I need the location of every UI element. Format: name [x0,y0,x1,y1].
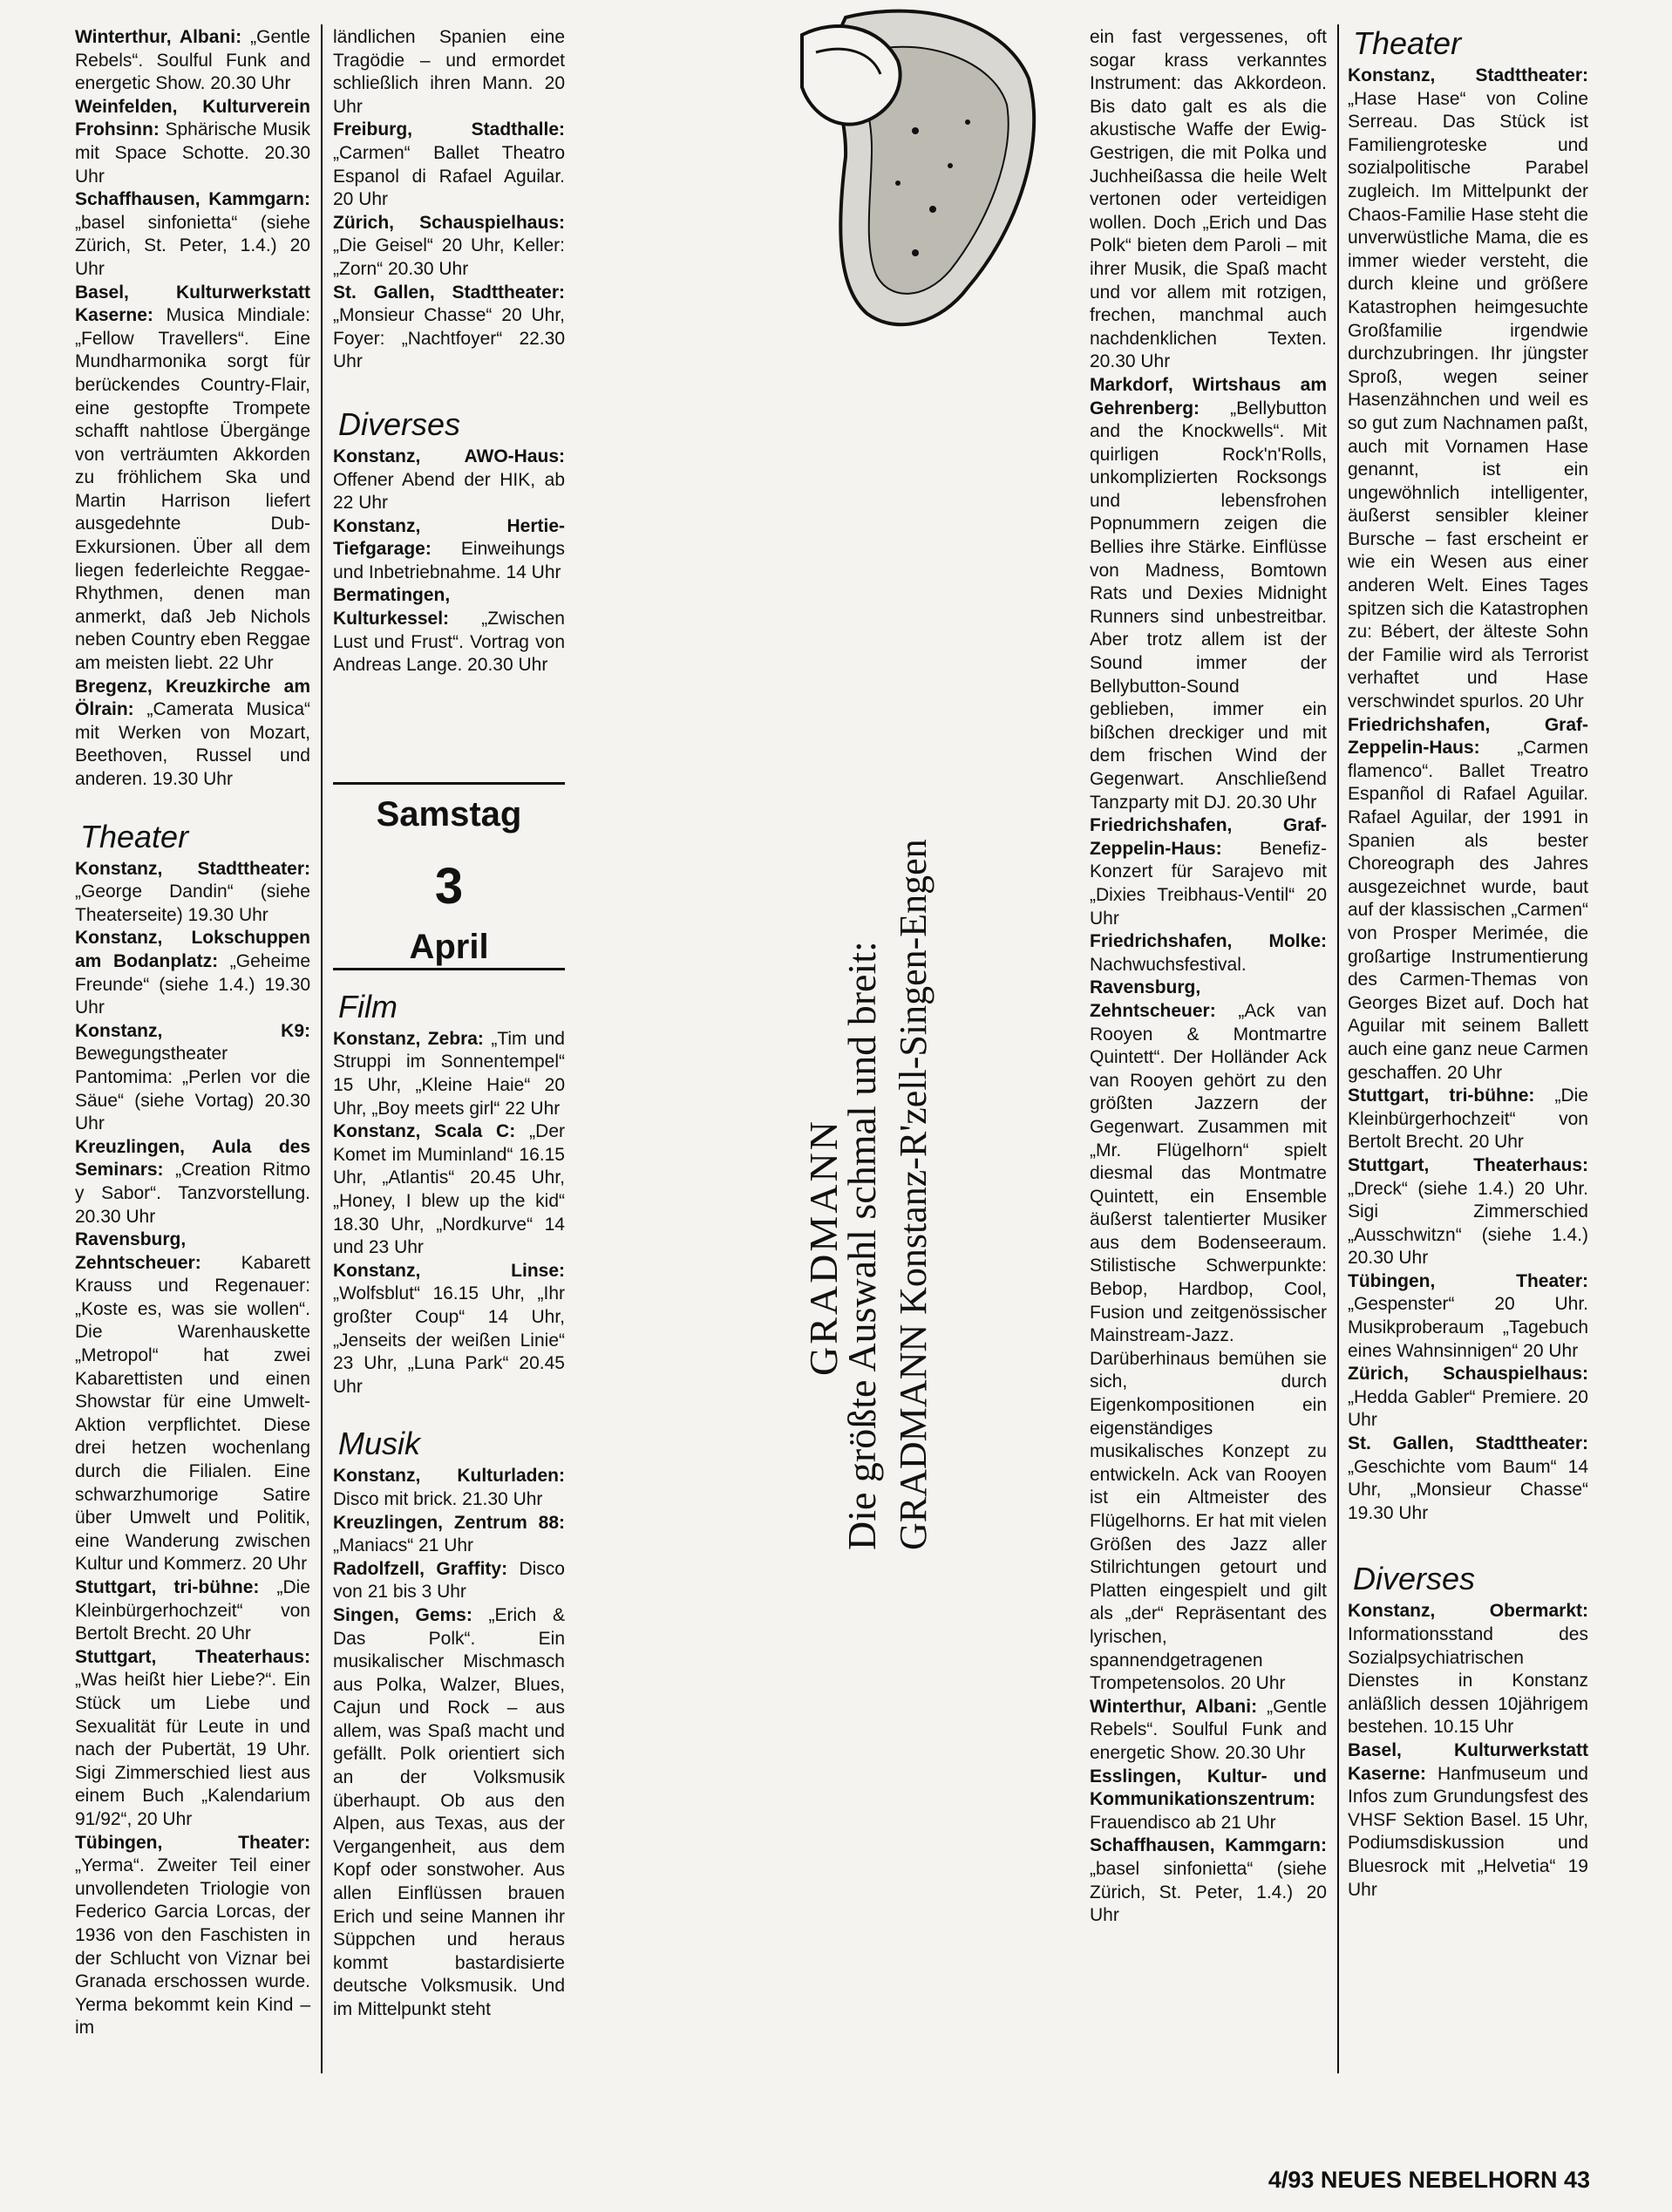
section-heading-diverses: Diverses [338,405,461,442]
listing-entry [75,1832,310,2040]
listing-entry [75,1646,310,1832]
listing-details: Benefiz-Konzert für Sarajevo mit „Dixies Treibhaus-Ventil“ 20 Uhr [1090,838,1327,929]
listing-venue: Konstanz, K9: [75,1020,310,1041]
listing-venue: Ravensburg, Zehntscheuer: [1090,977,1216,1021]
listing-entry [75,188,310,281]
date-number: 3 [434,857,464,915]
listing-venue: Konstanz, Lokschuppen am Bodanplatz: [75,928,310,971]
listing-entry [333,1512,565,1558]
listing-details: „Die Kleinbürgerhochzeit“ von Bertolt Brecht. 20 Uhr [75,1577,310,1644]
listing-details: „Erich & Das Polk“. Ein musikalischer Mischmasch aus Polka, Walzer, Blues, Cajun und Rock – aus allem, was Spaß macht und gefällt. Polk orientiert sich an der Volksmusik überhaupt. Ob aus den Alpen, aus Texas, aus der Vergangenheit, aus dem Kopf oder sonstwoher. Aus allen Einflüssen brauen Erich und seine Mannen ihr Süppchen und heraus kommt bastardisierte deutsche Volksmusik. Und im Mittelpunkt steht [333,1604,565,2019]
listing-entry [75,858,310,928]
listing-venue: Kreuzlingen, Zentrum 88: [333,1512,565,1533]
ad-locations: GRADMANN Konstanz-R'zell-Singen-Engen [892,839,935,1550]
listing-details: Bewegungstheater Pantomima: „Perlen vor die Säue“ (siehe Vortag) 20.30 Uhr [75,1044,310,1134]
listing-entry [1348,1154,1588,1270]
listing-venue: Schaffhausen, Kammgarn: [75,189,310,210]
listing-details: Offener Abend der HIK, ab 22 Uhr [333,469,565,514]
section-heading-musik: Musik [338,1426,421,1462]
listing-venue: Konstanz, Scala C: [333,1121,516,1142]
listing-details: „Ack van Rooyen & Montmartre Quintett“. Der Holländer Ack van Rooyen gehört zu den größten Jazzern der Gegenwart. Zusammen mit „Mr. Flügelhorn“ spielt diesmal das Montmatre Quintett, ein Ensemble äußerst talentierter Musiker aus dem Bodenseeraum. Stilistische Schwerpunkte: Bebop, Hardbop, Cool, Fusion und zeitgenössischer Mainstream-Jazz. Darüberhinaus bemühen sie sich, durch Eigenkompositionen ein eigenständiges musikalisches Konzept zu entwickeln. Ack van Rooyen ist ein Altmeister des Flügelhorns. Er hat mit vielen Größen des Jazz aller Stilrichtungen getourt und Platten eingespielt und gilt als „der“ Repräsentant des lyrischen, spannendgetragenen Trompetensolos. 20 Uhr [1090,1000,1327,1694]
listing-entry [75,676,310,792]
listing-details: „Creation Ritmo y Sabor“. Tanzvorstellung. 20.30 Uhr [75,1160,310,1227]
listing-entry [333,1028,565,1120]
listing-venue: Konstanz, Kulturladen: [333,1466,565,1487]
listing-venue: Tübingen, Theater: [1348,1270,1588,1291]
listing-entry [333,446,565,515]
listing-details: „Hase Hase“ von Coline Serreau. Das Stück ist Familiengroteske und sozialpolitische Parabel zugleich. Im Mittelpunkt der Chaos-Familie Hase steht die unverwüstliche Mama, die es immer wieder versteht, die durch kleine und größere Katastrophen heimgesuchte Großfamilie irgendwie durchzubringen. Ihr jüngster Sproß, wegen seiner Hasenzähnchen und weil es so gut zum Nachnamen paßt, auch mit Vornamen Hase genannt, ist ein ungewöhnlich intelligenter, äußerst sensibler kleiner Bursche – fast erscheint er wie ein Wesen aus einer anderen Welt. Eines Tages spitzen sich die Katastrophen zu: Bébert, der älteste Sohn der Familie wird als Terrorist verhaftet und Hase verschwindet spurlos. 20 Uhr [1348,88,1588,712]
listing-details: „Maniacs“ 21 Uhr [333,1535,474,1556]
listing-details: Einweihungs und Inbetriebnahme. 14 Uhr [333,539,565,582]
section-heading-diverses: Diverses [1353,1561,1476,1597]
listing-entry [1090,977,1327,1695]
listing-entry [75,1020,310,1136]
listing-venue: Kreuzlingen, Aula des Seminars: [75,1136,310,1181]
listing-venue: St. Gallen, Stadttheater: [1348,1433,1588,1454]
listing-entry [1348,1085,1588,1154]
listing-venue: Schaffhausen, Kammgarn: [1090,1835,1327,1856]
listing-venue: Stuttgart, Theaterhaus: [1348,1154,1588,1175]
listing-venue: Konstanz, Stadttheater: [1348,65,1588,85]
listing-column-1 [75,26,310,2040]
listing-details: „Geschichte vom Baum“ 14 Uhr, „Monsieur Chasse“ 19.30 Uhr [1348,1456,1588,1523]
section-heading-theater: Theater [1353,25,1462,61]
listing-venue: Friedrichshafen, Molke: [1090,931,1327,952]
listing-venue: Esslingen, Kultur- und Kommunikationszentrum: [1090,1766,1327,1810]
listing-details: „Was heißt hier Liebe?“. Ein Stück um Liebe und Sexualität für Leute in und nach der Pubertät, 19 Uhr. Sigi Zimmerschied liest aus einem Buch „Kalendarium 91/92“, 20 Uhr [75,1670,310,1829]
listing-venue: Konstanz, Zebra: [333,1028,484,1049]
listing-venue: Stuttgart, Theaterhaus: [75,1646,310,1667]
listing-details: „Dreck“ (siehe 1.4.) 20 Uhr. Sigi Zimmerschied „Ausschwitzn“ (siehe 1.4.) 20.30 Uhr [1348,1178,1588,1269]
page-footer: 4/93 NEUES NEBELHORN 43 [1268,2167,1590,2193]
listing-venue: Winterthur, Albani: [75,27,242,47]
music-listings [1090,374,1327,1928]
theater-listings [75,858,310,2040]
listing-venue: St. Gallen, Stadttheater: [333,282,565,303]
listing-column-4 [1090,26,1327,1928]
listing-entry [1090,930,1327,977]
listing-entry [1348,714,1588,1086]
listing-details: „Die Geisel“ 20 Uhr, Keller: „Zorn“ 20.30 Uhr [333,235,565,279]
listing-entry [333,1604,565,2022]
listing-venue: Freiburg, Stadthalle: [333,119,565,140]
date-weekday: Samstag [376,794,522,834]
continued-text: ländlichen Spanien eine Tragödie – und ermordet schließlich ihren Mann. 20 Uhr [333,27,565,117]
listing-details: Sphärische Musik mit Space Schotte. 20.30 Uhr [75,119,310,187]
listing-venue: Basel, Kulturwerkstatt Kaserne: [75,282,310,326]
ad-retailer-name: GRADMANN [801,1119,846,1376]
column-rule [321,24,323,2073]
column-rule [1337,24,1339,2073]
listing-details: „Gentle Rebels“. Soulful Funk and energetic Show. 20.30 Uhr [75,27,310,94]
listing-entry [1090,374,1327,814]
listing-entry [1090,1766,1327,1835]
listing-details: Hanfmuseum und Infos zum Grundungsfest des VHSF Sektion Basel. 15 Uhr, Podiumsdiskussion und Bluesrock mit „Helvetia“ 19 Uhr [1348,1763,1588,1900]
listing-entry [75,282,310,676]
diverses-listings [1348,1600,1588,1902]
listing-entry [75,1229,310,1576]
listing-venue: Weinfelden, Kulturverein Frohsinn: [75,96,310,140]
listing-column-2 [333,26,565,2022]
listing-venue: Winterthur, Albani: [1090,1696,1258,1717]
listing-details: Disco mit brick. 21.30 Uhr [333,1488,543,1509]
listing-details: Disco von 21 bis 3 Uhr [333,1558,565,1603]
listing-details: „Der Komet im Muminland“ 16.15 Uhr, „Atlantis“ 20.45 Uhr, „Honey, I blew up the kid“ 18.30 Uhr, „Nordkurve“ 14 und 23 Uhr [333,1121,565,1258]
listing-details: „Geheime Freunde“ (siehe 1.4.) 19.30 Uhr [75,950,310,1018]
listing-details: „basel sinfonietta“ (siehe Zürich, St. Peter, 1.4.) 20 Uhr [1090,1858,1327,1926]
listing-details: „Yerma“. Zweiter Teil einer unvollendeten Triologie von Federico Garcia Lorcas, der 1936 von den Faschisten in der Schlucht von Viznar bei Granada erschossen wurde. Yerma bekommt kein Kind – im [75,1855,310,2038]
listing-entry [1348,1433,1588,1525]
listing-entry [1090,814,1327,930]
listing-details: Nachwuchsfestival. [1090,954,1247,975]
listing-details: Musica Mindiale: „Fellow Travellers“. Eine Mundharmonika sorgt für berückendes Country-Flair, eine gestopfte Trompete schafft nahtlose Übergänge von verträumten Akkorden zu fröhlichem Ska und Martin Harrison liefert ausgedehnte Dub-Exkursionen. Über all dem liegen federleichte Reggae-Rhythmen, denen man anmerkt, daß Jeb Nichols neben Country eben Reggae am meisten liebt. 22 Uhr [75,305,310,674]
listing-entry [333,212,565,282]
continued-text: ein fast vergessenes, oft sogar krass verkanntes Instrument: das Akkordeon. Bis dato galt es als die akustische Waffe der Ewig-Gestrigen, die mit Polka und Juchheißassa die heile Welt vertonen oder verteidigen wollen. Doch „Erich und Das Polk“ bieten dem Paroli – mit ihrer Musik, die Spaß macht und vor allem mit rotzigen, frechen, manchmal auch nachdenklichen Texten. 20.30 Uhr [1090,27,1327,372]
listing-details: „basel sinfonietta“ (siehe Zürich, St. Peter, 1.4.) 20 Uhr [75,212,310,279]
listing-venue: Friedrichshafen, Graf-Zeppelin-Haus: [1348,714,1588,759]
listing-entry [1348,1270,1588,1363]
listing-venue: Zürich, Schauspielhaus: [333,212,565,233]
listing-entry [333,282,565,374]
listing-entry [75,96,310,188]
listing-entry [1090,1696,1327,1766]
listing-venue: Konstanz, Linse: [333,1260,565,1281]
listing-details: „Bellybutton and the Knockwells“. Mit quirligen Rock'n'Rolls, unkomplizierten Rocksongs und lebensfrohen Popnummern zeigen die Bellies ihre Stärke. Einflüsse von Madness, Bomtown Rats und Dexies Midnight Runners sind unbestreitbar. Aber trotz allem ist der Sound immer der Bellybutton-Sound geblieben, immer ein bißchen dreckiger und mit dem frischen Wind der Gegenwart. Anschließend Tanzparty mit DJ. 20.30 Uhr [1090,398,1327,813]
listing-venue: Zürich, Schauspielhaus: [1348,1364,1588,1385]
listing-venue: Friedrichshafen, Graf-Zeppelin-Haus: [1090,815,1327,859]
listing-venue: Singen, Gems: [333,1604,472,1625]
listing-details: Kabarett Krauss und Regenauer: „Koste es, was sie wollen“. Die Warenhauskette „Metropol“ hat zwei Kabarettisten und einen Showstar für eine Umwelt-Aktion verpflichtet. Diese drei hetzen wochenlang durch die Filialen. Eine schwarzhumorige Satire über Umwelt und Politik, eine Wanderung zwischen Kultur und Kommerz. 20 Uhr [75,1252,310,1575]
listing-venue: Stuttgart, tri-bühne: [1348,1086,1535,1106]
listing-venue: Bermatingen, Kulturkessel: [333,585,451,630]
listing-entry [1348,1739,1588,1902]
listing-details: „Gespenster“ 20 Uhr. Musikproberaum „Tagebuch eines Wahnsinnigen“ 20 Uhr [1348,1294,1588,1361]
date-rule [333,782,565,785]
date-header [333,782,565,970]
section-heading-film: Film [338,988,398,1024]
listing-entry [333,1465,565,1511]
theater-listings [333,119,565,374]
music-listings [75,26,310,792]
listing-entry [75,1136,310,1229]
music-listings [333,1465,565,2021]
listing-venue: Stuttgart, tri-bühne: [75,1577,260,1597]
listing-details: „Carmen flamenco“. Ballet Treatro Espanñol di Rafael Aguilar. Rafael Aguilar, der 1991 in Spanien als bester Choreograph des Jahres ausgezeichnet wurde, baut auf der klassischen „Carmen“ von Prosper Merimée, die großartige Instrumentierung des Carmen-Themas von Georges Bizet auf. Doch hat Aguilar mit seinem Ballett auch eine ganz neue Carmen geschaffen. 20 Uhr [1348,738,1588,1083]
listing-details: „Gentle Rebels“. Soulful Funk and energetic Show. 20.30 Uhr [1090,1696,1327,1763]
listing-details: „Zwischen Lust und Frust“. Vortrag von Andreas Lange. 20.30 Uhr [333,609,565,676]
diverses-listings [333,446,565,677]
listing-details: Informationsstand des Sozialpsychiatrischen Dienstes in Konstanz anläßlich dessen 10jährigem bestehen. 10.15 Uhr [1348,1624,1588,1738]
listing-entry [333,1558,565,1604]
listing-entry [1348,1600,1588,1739]
listing-entry [75,26,310,96]
listing-entry [75,927,310,1019]
listing-venue: Tübingen, Theater: [75,1832,310,1853]
listing-venue: Konstanz, Obermarkt: [1348,1601,1588,1622]
listing-entry [1348,65,1588,714]
listing-venue: Basel, Kulturwerkstatt Kaserne: [1348,1739,1588,1784]
listing-details: „Die Kleinbürgerhochzeit“ von Bertolt Brecht. 20 Uhr [1348,1086,1588,1153]
ad-slogan: Die größte Auswahl schmal und breit: [839,941,884,1550]
listing-entry [333,119,565,211]
listing-entry [333,584,565,677]
theater-listings [1348,65,1588,1525]
listing-details: „Hedda Gabler“ Premiere. 20 Uhr [1348,1386,1588,1431]
listing-venue: Konstanz, AWO-Haus: [333,446,565,466]
date-rule [333,968,565,970]
film-listings [333,1028,565,1399]
listing-entry [333,515,565,585]
listing-entry [1348,1363,1588,1433]
listing-details: „Tim und Struppi im Sonnentempel“ 15 Uhr, „Kleine Haie“ 20 Uhr, „Boy meets girl“ 22 Uhr [333,1028,565,1119]
listing-entry [333,1120,565,1260]
listing-column-5 [1348,26,1588,1902]
listing-entry [1090,1834,1327,1927]
date-month: April [409,927,489,966]
listing-details: „Monsieur Chasse“ 20 Uhr, Foyer: „Nachtfoyer“ 22.30 Uhr [333,305,565,372]
listing-details: „Camerata Musica“ mit Werken von Mozart, Beethoven, Russel und anderen. 19.30 Uhr [75,699,310,789]
listing-venue: Konstanz, Stadttheater: [75,858,310,879]
listing-venue: Konstanz, Hertie-Tiefgarage: [333,515,565,560]
listing-venue: Bregenz, Kreuzkirche am Ölrain: [75,676,310,720]
section-heading-theater: Theater [80,818,189,854]
listing-details: Frauendisco ab 21 Uhr [1090,1812,1276,1833]
listing-details: „George Dandin“ (siehe Theaterseite) 19.30 Uhr [75,881,310,925]
sandal-illustration [785,0,1046,349]
listing-venue: Radolfzell, Graffity: [333,1558,508,1579]
listing-venue: Ravensburg, Zehntscheuer: [75,1229,201,1273]
listing-entry [75,1576,310,1646]
listing-venue: Markdorf, Wirtshaus am Gehrenberg: [1090,374,1327,419]
listing-details: „Wolfsblut“ 16.15 Uhr, „Ihr großter Coup“ 14 Uhr, „Jenseits der weißen Linie“ 23 Uhr, „Luna Park“ 20.45 Uhr [333,1283,565,1397]
listing-details: „Carmen“ Ballet Theatro Espanol di Rafael Aguilar. 20 Uhr [333,142,565,210]
listing-entry [333,1260,565,1399]
